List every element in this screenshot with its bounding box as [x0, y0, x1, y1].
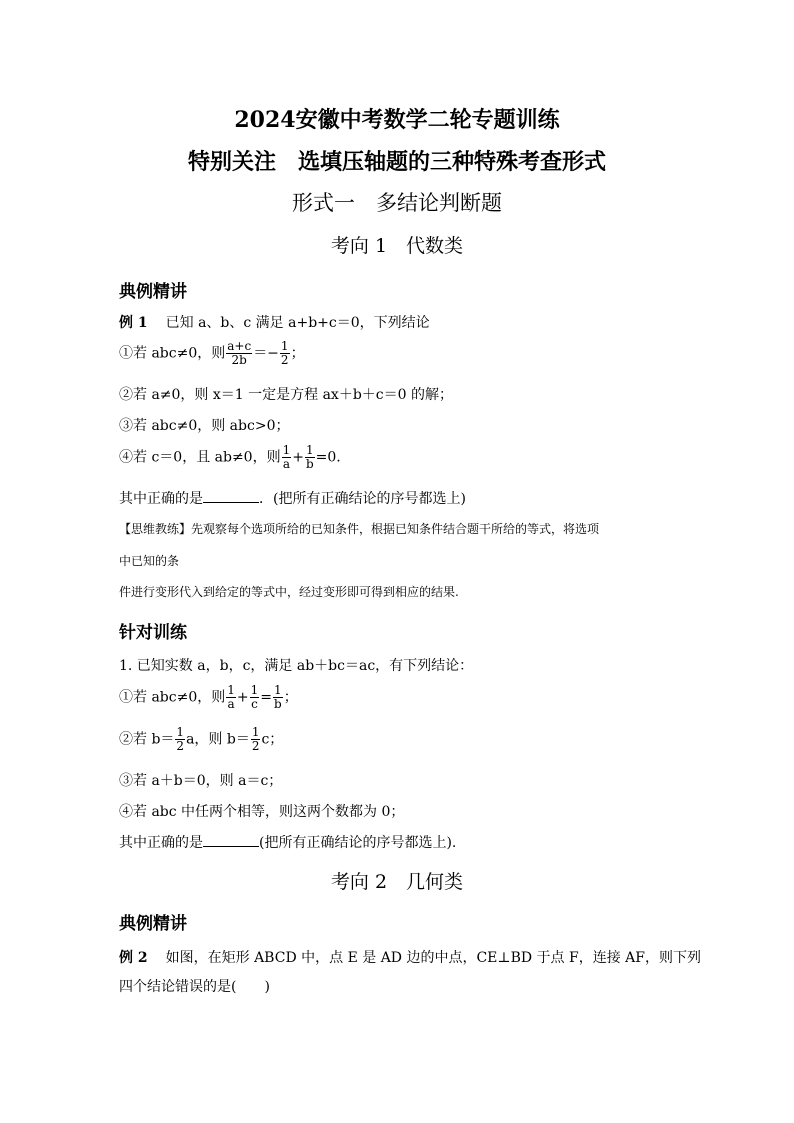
option-text: ④若 c＝0，且 ab≠0，则	[119, 449, 281, 466]
numerator: 1	[250, 683, 259, 697]
fraction	[226, 340, 252, 367]
option-text: ①若 abc≠0，则	[119, 689, 226, 706]
example-1-stem	[119, 312, 430, 332]
option-text: a，则 b＝	[186, 731, 250, 748]
answer-blank[interactable]	[203, 834, 259, 847]
denominator: b	[305, 457, 314, 471]
direction-1-heading: 考向 1 代数类	[330, 235, 464, 257]
example-1-option-3: ③若 abc≠0，则 abc>0；	[119, 418, 290, 434]
doc-subtitle: 特别关注 选填压轴题的三种特殊考查形式	[187, 149, 606, 175]
numerator: 1	[280, 339, 289, 353]
fraction	[282, 444, 292, 471]
example-2-text: 如图，在矩形 ABCD 中，点 E 是 AD 边的中点，CE⊥BD 于点 F，连接 AF，则下列	[165, 950, 701, 966]
doc-title: 2024安徽中考数学二轮专题训练	[234, 107, 560, 133]
denominator: 2	[280, 353, 289, 367]
section-practice-heading: 针对训练	[119, 623, 187, 643]
option-text: c；	[261, 731, 284, 748]
fraction	[175, 726, 185, 753]
thinking-coach-line-2: 中已知的条	[119, 554, 180, 568]
example-1-answer	[119, 488, 466, 508]
option-text: +	[292, 449, 304, 466]
denominator: a	[227, 697, 235, 711]
numerator: a+c	[227, 339, 252, 353]
denominator: 2	[251, 739, 260, 753]
denominator: b	[274, 697, 282, 711]
fraction	[226, 684, 236, 711]
thinking-coach-line-3: 件进行变形代入到给定的等式中，经过变形即可得到相应的结果.	[119, 585, 459, 599]
section-example-heading-2: 典例精讲	[119, 914, 187, 934]
example-1-option-2: ②若 a≠0，则 x＝1 一定是方程 ax＋b＋c＝0 的解；	[119, 387, 453, 403]
numerator: 1	[251, 725, 260, 739]
example-1-text: 已知 a、b、c 满足 a+b+c＝0，下列结论	[165, 315, 430, 331]
practice-1-option-4: ④若 abc 中任两个相等，则这两个数都为 0；	[119, 804, 405, 820]
denominator: a	[282, 457, 290, 471]
denominator: c	[251, 697, 258, 711]
numerator: 1	[176, 725, 185, 739]
practice-1-stem: 1. 已知实数 a，b，c，满足 ab＋bc＝ac，有下列结论：	[119, 658, 474, 674]
answer-note: ．(把所有正确结论的序号都选上)	[259, 491, 466, 507]
example-1-option-4	[119, 444, 341, 471]
example-1-label: 例 1	[119, 315, 148, 331]
direction-2-heading: 考向 2 几何类	[330, 871, 464, 893]
practice-1-answer	[119, 832, 456, 852]
option-text: ；	[283, 689, 298, 706]
option-text: ②若 b＝	[119, 731, 175, 748]
option-text: ＝−	[253, 345, 279, 362]
option-text: +	[236, 689, 249, 706]
numerator: 1	[306, 443, 314, 457]
answer-prompt: 其中正确的是	[119, 835, 203, 851]
example-2-label: 例 2	[119, 950, 148, 966]
fraction	[273, 684, 283, 711]
numerator: 1	[274, 683, 282, 697]
numerator: 1	[227, 683, 235, 697]
example-2-line-2: 四个结论错误的是( )	[119, 979, 270, 995]
practice-1-option-3: ③若 a＋b＝0，则 a＝c；	[119, 773, 283, 789]
denominator: 2	[176, 739, 185, 753]
form-heading: 形式一 多结论判断题	[292, 191, 502, 215]
example-2-line-1	[119, 947, 701, 967]
option-text: ；	[290, 345, 305, 362]
option-text: =	[260, 689, 272, 706]
fraction	[251, 726, 261, 753]
example-1-option-1	[119, 340, 305, 367]
answer-note: (把所有正确结论的序号都选上).	[259, 835, 457, 851]
answer-blank[interactable]	[203, 490, 259, 503]
section-example-heading: 典例精讲	[119, 282, 187, 302]
option-text: =0.	[315, 449, 341, 466]
thinking-coach-line-1: 【思维教练】先观察每个选项所给的已知条件，根据已知条件结合题干所给的等式，将选项	[119, 522, 600, 536]
practice-1-option-2	[119, 726, 283, 753]
answer-prompt: 其中正确的是	[119, 491, 203, 507]
option-text: ①若 abc≠0，则	[119, 345, 226, 362]
fraction	[280, 340, 290, 367]
fraction	[250, 684, 260, 711]
numerator: 1	[282, 443, 291, 457]
denominator: 2b	[231, 353, 247, 367]
fraction	[305, 444, 315, 471]
practice-1-option-1	[119, 684, 298, 711]
